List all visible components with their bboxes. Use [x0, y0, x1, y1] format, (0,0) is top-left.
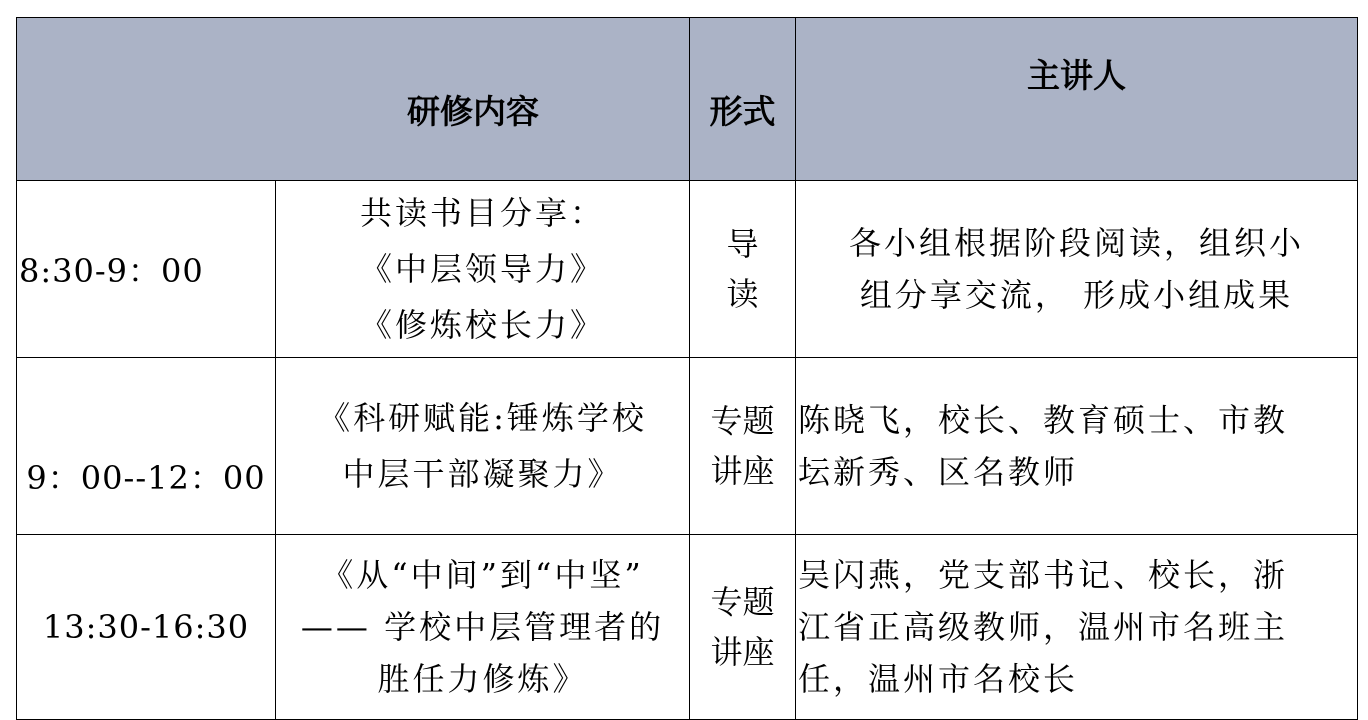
- form-line: 专题: [710, 402, 775, 440]
- table-row: [17, 535, 1358, 720]
- speaker-line: 组分享交流， 形成小组成果: [859, 276, 1294, 314]
- form-cell: [690, 181, 796, 358]
- topic-cell: [276, 358, 690, 535]
- speaker-line: 各小组根据阶段阅读，组织小: [848, 224, 1304, 262]
- form-cell: [690, 358, 796, 535]
- topic-cell: [276, 535, 690, 720]
- topic-line: —— 学校中层管理者的: [300, 608, 665, 646]
- speaker-cell: [796, 535, 1358, 720]
- time-cell: 13:30-16:30: [17, 535, 276, 720]
- form-line: 读: [726, 275, 759, 313]
- topic-line: 《从“中间”到“中坚”: [321, 556, 644, 594]
- form-line: 讲座: [710, 452, 775, 490]
- speaker-line: 坛新秀、区名教师: [798, 453, 1079, 491]
- topic-line: 中层干部凝聚力》: [342, 455, 623, 493]
- header-speaker: 主讲人: [796, 18, 1358, 181]
- schedule-table: [16, 17, 1358, 720]
- form-line: 讲座: [710, 633, 775, 671]
- form-cell: [690, 535, 796, 720]
- header-content: 研修内容: [17, 18, 690, 181]
- speaker-line: 任，温州市名校长: [798, 660, 1079, 698]
- header-row: [17, 18, 1358, 181]
- schedule-sheet: [16, 17, 1358, 720]
- form-line: 专题: [710, 583, 775, 621]
- speaker-cell: [796, 358, 1358, 535]
- speaker-line: 江省正高级教师，温州市名班主: [798, 608, 1289, 646]
- time-cell: 8:30-9：00: [17, 181, 276, 358]
- form-line: 导: [726, 225, 759, 263]
- table-row: [17, 358, 1358, 535]
- topic-line: 共读书目分享：: [359, 194, 605, 232]
- topic-line: 胜任力修炼》: [377, 660, 588, 698]
- speaker-line: 吴闪燕，党支部书记、校长，浙: [798, 556, 1289, 594]
- header-form: 形式: [690, 18, 796, 181]
- topic-cell: [276, 181, 690, 358]
- speaker-cell: [796, 181, 1358, 358]
- topic-line: 《修炼校长力》: [359, 306, 605, 344]
- time-cell: 9：00--12：00: [17, 358, 276, 535]
- topic-line: 《中层领导力》: [359, 250, 605, 288]
- table-row: [17, 181, 1358, 358]
- speaker-line: 陈晓飞，校长、教育硕士、市教: [798, 401, 1289, 439]
- topic-line: 《科研赋能:锤炼学校: [318, 399, 647, 437]
